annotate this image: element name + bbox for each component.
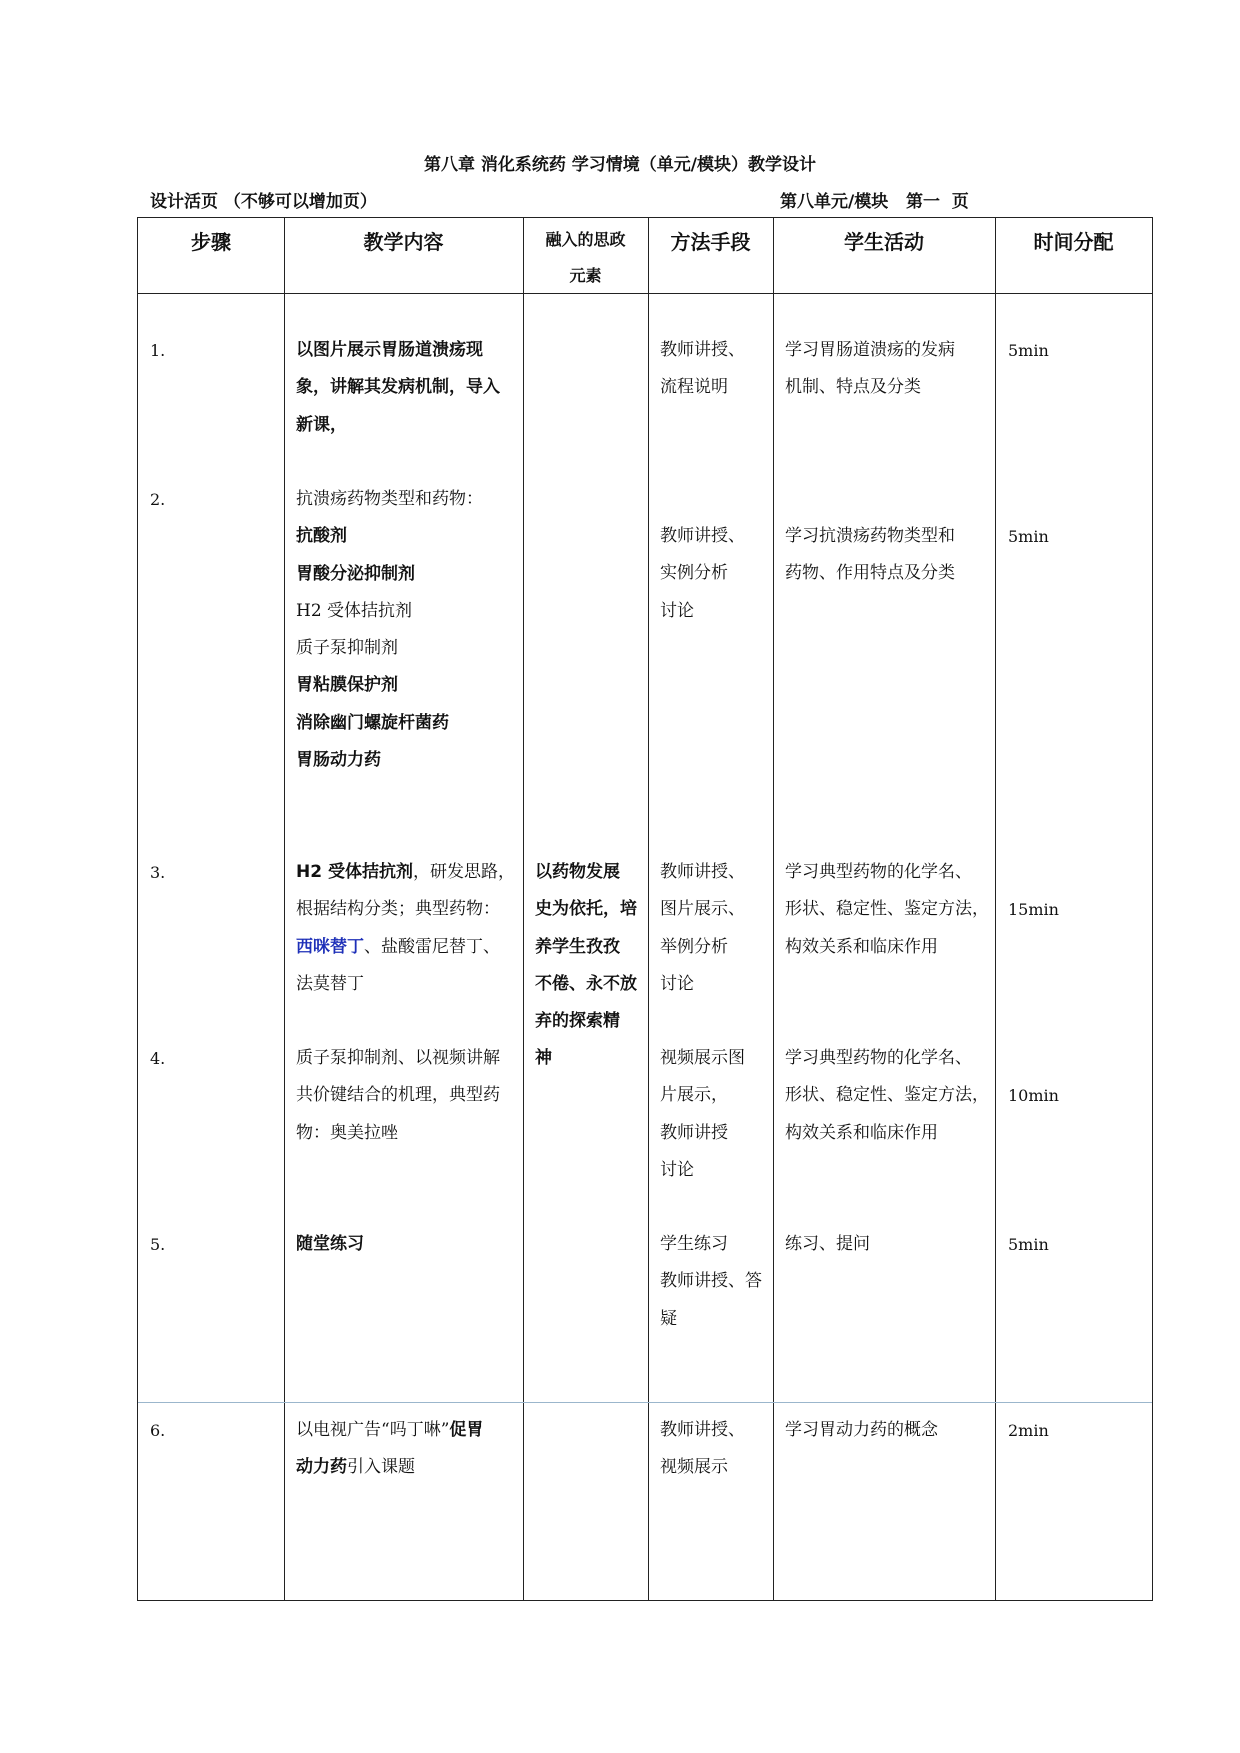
method-line: 疑 <box>660 1308 677 1329</box>
content-text: ，研发思路， <box>412 862 515 882</box>
content-cell: 随堂练习 <box>296 1234 364 1254</box>
header-content: 教学内容 <box>363 230 444 254</box>
step-number: 1. <box>150 341 166 360</box>
content-line: 抗溃疡药物类型和药物： <box>296 489 483 509</box>
ideology-line: 养学生孜孜 <box>535 936 620 957</box>
step-number: 5. <box>150 1235 166 1254</box>
time-cell: 5min <box>1008 527 1049 546</box>
content-line: 以图片展示胃肠道溃疡现 <box>296 340 483 360</box>
step-number: 4. <box>150 1049 166 1068</box>
method-line: 教师讲授、 <box>660 340 745 360</box>
step-number: 3. <box>150 863 166 882</box>
method-line: 讨论 <box>660 600 694 621</box>
activity-line: 药物、作用特点及分类 <box>785 563 955 584</box>
activity-line: 学习典型药物的化学名、 <box>785 862 972 882</box>
col-divider <box>773 218 774 1600</box>
content-line: H2 受体拮抗剂 <box>296 600 413 621</box>
activity-line: 构效关系和临床作用 <box>785 1122 938 1143</box>
content-cell <box>296 854 515 1003</box>
activity-line: 构效关系和临床作用 <box>785 936 938 957</box>
step-number: 6. <box>150 1421 166 1440</box>
content-text: 引入课题 <box>347 1457 415 1478</box>
content-text: 、盐酸雷尼替丁、 <box>364 936 500 957</box>
content-text: 以电视广告“吗丁啉” <box>296 1420 450 1440</box>
subtitle-right: 第八单元/模块 第一 页 <box>780 192 969 212</box>
subtitle-left: 设计活页 （不够可以增加页） <box>150 192 377 212</box>
activity-cell: 学习胃动力药的概念 <box>785 1420 938 1440</box>
content-line <box>296 1449 483 1486</box>
content-line: 消除幽门螺旋杆菌药 <box>296 712 449 733</box>
activity-line: 机制、特点及分类 <box>785 377 921 398</box>
method-line: 教师讲授 <box>660 1122 728 1143</box>
content-line: 新课， <box>296 414 347 435</box>
method-cell <box>660 854 745 1003</box>
header-ideology <box>523 222 648 294</box>
step-number: 2. <box>150 490 166 509</box>
method-line: 片展示， <box>660 1085 728 1106</box>
time-cell: 5min <box>1008 341 1049 360</box>
ideology-line: 不倦、永不放 <box>535 973 637 994</box>
header-time: 时间分配 <box>1033 230 1114 254</box>
content-emphasis: 动力药 <box>296 1457 347 1478</box>
method-line: 图片展示、 <box>660 899 745 920</box>
method-line: 讨论 <box>660 1159 694 1180</box>
row-divider <box>138 1402 1152 1403</box>
col-divider <box>284 218 285 1600</box>
content-emphasis: 促胃 <box>449 1420 484 1440</box>
content-line: 抗酸剂 <box>296 526 347 547</box>
col-divider <box>523 218 524 1600</box>
content-line: 质子泵抑制剂、以视频讲解 <box>296 1048 500 1068</box>
time-cell: 2min <box>1008 1421 1049 1440</box>
activity-line: 学习胃肠道溃疡的发病 <box>785 340 955 360</box>
content-cell <box>296 1412 483 1487</box>
method-line: 举例分析 <box>660 936 728 957</box>
page-title: 第八章 消化系统药 学习情境（单元/模块）教学设计 <box>423 155 817 175</box>
drug-class-label: H2 受体拮抗剂 <box>296 862 413 882</box>
ideology-line: 史为依托，培 <box>535 899 637 920</box>
activity-cell <box>785 518 955 593</box>
time-cell: 15min <box>1008 900 1059 919</box>
content-line: 共价键结合的机理，典型药 <box>296 1085 500 1106</box>
method-line: 视频展示图 <box>660 1048 745 1068</box>
method-cell <box>660 332 745 407</box>
header-ideology-line1: 融入的思政 <box>545 230 626 249</box>
content-line <box>296 854 515 891</box>
highlighted-drug: 西咪替丁 <box>296 936 364 957</box>
activity-line: 学习典型药物的化学名、 <box>785 1048 972 1068</box>
ideology-line: 神 <box>535 1048 552 1069</box>
method-line: 流程说明 <box>660 377 728 398</box>
header-step: 步骤 <box>191 230 231 254</box>
method-line: 实例分析 <box>660 563 728 584</box>
activity-cell <box>785 1040 989 1152</box>
method-line: 教师讲授、 <box>660 526 745 546</box>
activity-cell <box>785 854 989 966</box>
content-line: 质子泵抑制剂 <box>296 638 398 659</box>
col-divider <box>995 218 996 1600</box>
content-line: 胃肠动力药 <box>296 750 381 771</box>
ideology-cell <box>535 854 637 1078</box>
activity-line: 形状、稳定性、鉴定方法， <box>785 899 989 920</box>
method-line: 教师讲授、 <box>660 862 745 882</box>
col-divider <box>648 218 649 1600</box>
method-line: 教师讲授、答 <box>660 1271 762 1292</box>
content-line: 象，讲解其发病机制，导入 <box>296 377 500 398</box>
method-cell <box>660 1040 745 1189</box>
content-line: 物：奥美拉唑 <box>296 1122 398 1143</box>
content-line: 法莫替丁 <box>296 973 364 994</box>
content-cell <box>296 332 500 444</box>
content-line <box>296 929 515 966</box>
time-cell: 10min <box>1008 1086 1059 1105</box>
ideology-line: 弃的探索精 <box>535 1011 620 1032</box>
activity-line: 形状、稳定性、鉴定方法， <box>785 1085 989 1106</box>
ideology-line: 以药物发展 <box>535 862 620 882</box>
content-line: 胃粘膜保护剂 <box>296 675 398 696</box>
activity-line: 学习抗溃疡药物类型和 <box>785 526 955 546</box>
content-cell <box>296 1040 500 1152</box>
method-line: 教师讲授、 <box>660 1420 745 1440</box>
content-line: 根据结构分类；典型药物： <box>296 899 500 920</box>
content-line <box>296 1412 483 1449</box>
content-line: 胃酸分泌抑制剂 <box>296 563 415 584</box>
header-method: 方法手段 <box>670 230 751 254</box>
method-line: 讨论 <box>660 973 694 994</box>
content-cell <box>296 481 483 779</box>
header-activity: 学生活动 <box>844 230 924 254</box>
activity-cell: 练习、提问 <box>785 1234 870 1254</box>
method-line: 学生练习 <box>660 1234 728 1254</box>
lesson-table <box>137 217 1153 1601</box>
header-ideology-line2: 元素 <box>569 266 602 285</box>
time-cell: 5min <box>1008 1235 1049 1254</box>
method-cell <box>660 518 745 630</box>
activity-cell <box>785 332 955 407</box>
method-cell <box>660 1412 745 1487</box>
method-line: 视频展示 <box>660 1457 728 1478</box>
method-cell <box>660 1226 762 1338</box>
